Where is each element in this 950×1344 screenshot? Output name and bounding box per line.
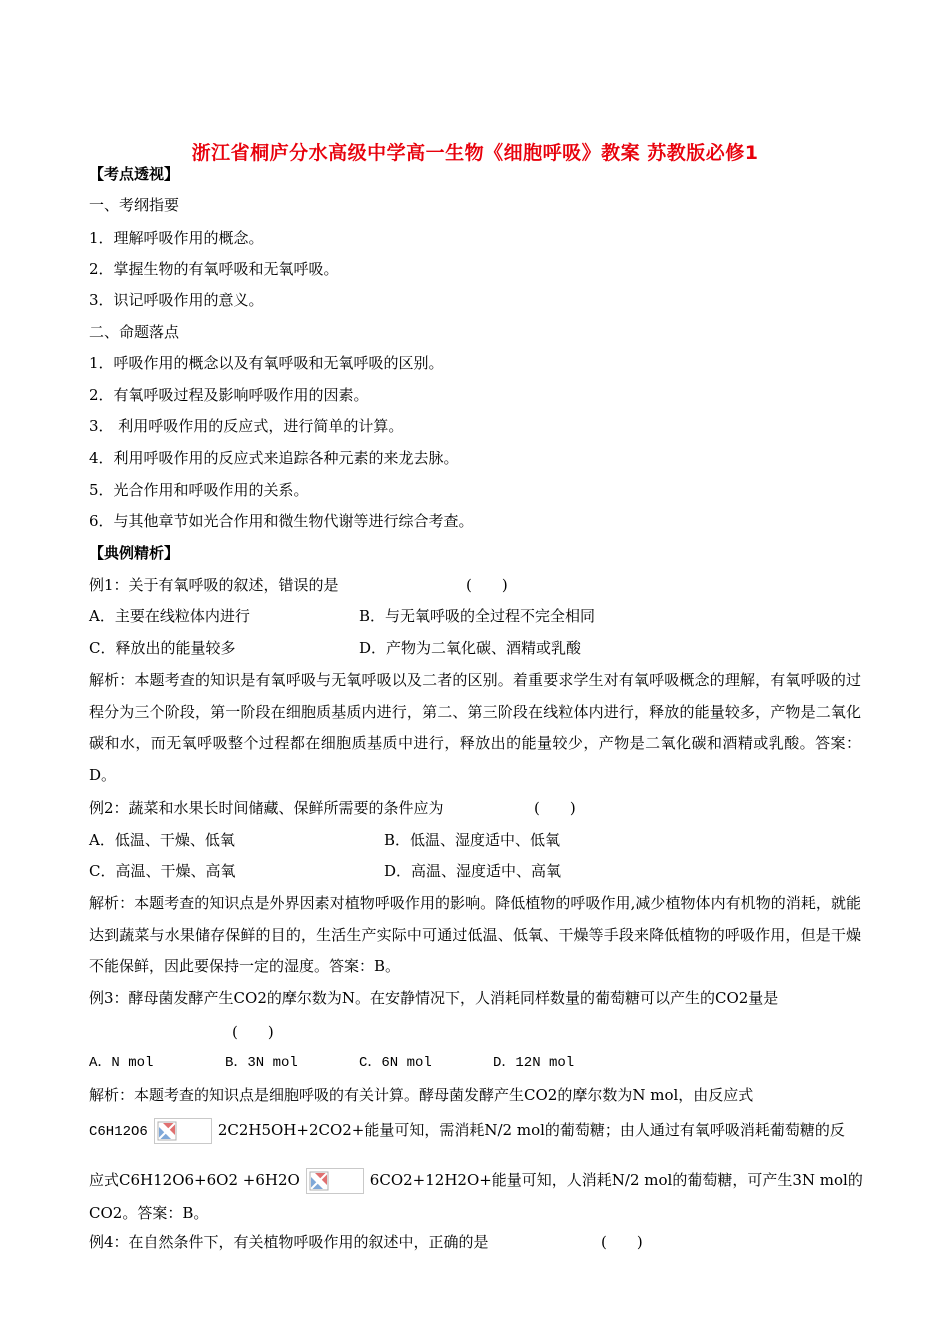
reaction-arrow-image-icon — [154, 1118, 212, 1144]
example-3-answer-paren: ( ) — [232, 1023, 274, 1041]
glucose-formula: C6H12O6 — [89, 1124, 148, 1140]
example-1-option-b: B．与无氧呼吸的全过程不完全相同 — [359, 607, 596, 625]
kaogang-item: 2．掌握生物的有氧呼吸和无氧呼吸。 — [89, 260, 339, 278]
example-4-question: 例4：在自然条件下，有关植物呼吸作用的叙述中，正确的是 — [89, 1233, 489, 1251]
kaogang-item: 1．理解呼吸作用的概念。 — [89, 229, 264, 247]
example-1-analysis: 解析：本题考查的知识是有氧呼吸与无氧呼吸以及二者的区别。着重要求学生对有氧呼吸概念的理解，有氧呼吸的过程分为三个阶段，第一阶段在细胞质基质内进行，第二、第三阶段在线粒体内进行，释放的能量较多，产物是二氧化碳和水，而无氧呼吸整个过程都在细胞质基质中进行，释放出的能量较少，产物是二氧化碳和酒精或乳酸。答案：D。 — [89, 671, 861, 784]
example-4-answer-paren: ( ) — [601, 1233, 643, 1251]
example-3-analysis-line-4: CO2。答案：B。 — [89, 1204, 209, 1222]
mingti-item: 6．与其他章节如光合作用和微生物代谢等进行综合考查。 — [89, 512, 474, 530]
example-1-option-c: C．释放出的能量较多 — [89, 639, 236, 657]
example-2-option-c: C．高温、干燥、高氧 — [89, 862, 236, 880]
mingti-heading: 二、命题落点 — [89, 323, 180, 341]
aerobic-formula: 应式C6H12O6+6O2 +6H2O — [89, 1171, 300, 1189]
broken-image-icon — [157, 1121, 177, 1141]
example-2-answer-paren: ( ) — [534, 799, 576, 817]
example-1-option-a: A．主要在线粒体内进行 — [89, 607, 250, 625]
mingti-item: 3． 利用呼吸作用的反应式，进行简单的计算。 — [89, 417, 404, 435]
example-3-analysis-line-1: 解析：本题考查的知识点是细胞呼吸的有关计算。酵母菌发酵产生CO2的摩尔数为N mol，由反应式 — [89, 1086, 754, 1104]
example-2-option-a: A．低温、干燥、低氧 — [89, 831, 235, 849]
example-3-option-a: A．N mol — [89, 1055, 154, 1071]
example-2-option-b: B．低温、湿度适中、低氧 — [384, 831, 561, 849]
document-title: 浙江省桐庐分水高级中学高一生物《细胞呼吸》教案 苏教版必修1 — [191, 142, 759, 164]
anaerobic-equation-text: 2C2H5OH+2CO2+能量可知，需消耗N/2 mol的葡萄糖；由人通过有氧呼吸消耗葡萄糖的反 — [217, 1121, 845, 1139]
section-kaodian-heading: 【考点透视】 — [89, 165, 180, 183]
example-3-question: 例3：酵母菌发酵产生CO2的摩尔数为N。在安静情况下，人消耗同样数量的葡萄糖可以产生的CO2量是 — [89, 989, 779, 1007]
mingti-item: 5．光合作用和呼吸作用的关系。 — [89, 481, 309, 499]
aerobic-equation-text: 6CO2+12H2O+能量可知，人消耗N/2 mol的葡萄糖，可产生3N mol的 — [369, 1171, 863, 1189]
example-1-answer-paren: ( ) — [466, 576, 508, 594]
example-2-question: 例2：蔬菜和水果长时间储藏、保鲜所需要的条件应为 — [89, 799, 444, 817]
reaction-arrow-image-icon — [306, 1168, 364, 1194]
example-2-analysis: 解析：本题考查的知识点是外界因素对植物呼吸作用的影响。降低植物的呼吸作用,减少植物体内有机物的消耗，就能达到蔬菜与水果储存保鲜的目的，生活生产实际中可通过低温、低氧、干燥等手段来降低植物的呼吸作用，但是干燥不能保鲜，因此要保持一定的湿度。答案：B。 — [89, 894, 861, 975]
mingti-item: 2．有氧呼吸过程及影响呼吸作用的因素。 — [89, 386, 369, 404]
example-3-option-c: C．6N mol — [359, 1055, 432, 1071]
kaogang-heading: 一、考纲指要 — [89, 196, 180, 214]
example-1-text: 例1：关于有氧呼吸的叙述，错误的是 — [89, 576, 339, 594]
example-3-option-d: D．12N mol — [493, 1055, 575, 1071]
example-2-option-d: D．高温、湿度适中、高氧 — [384, 862, 562, 880]
example-3-analysis-line-3 — [89, 1165, 863, 1195]
example-1-question — [89, 575, 339, 595]
example-3-analysis-line-2 — [89, 1115, 845, 1145]
broken-image-icon — [309, 1171, 329, 1191]
section-dianli-heading: 【典例精析】 — [89, 544, 180, 562]
mingti-item: 4．利用呼吸作用的反应式来追踪各种元素的来龙去脉。 — [89, 449, 459, 467]
mingti-item: 1．呼吸作用的概念以及有氧呼吸和无氧呼吸的区别。 — [89, 354, 444, 372]
example-3-option-b: B．3N mol — [225, 1055, 298, 1071]
kaogang-item: 3．识记呼吸作用的意义。 — [89, 291, 264, 309]
example-1-option-d: D．产物为二氧化碳、酒精或乳酸 — [359, 639, 582, 657]
